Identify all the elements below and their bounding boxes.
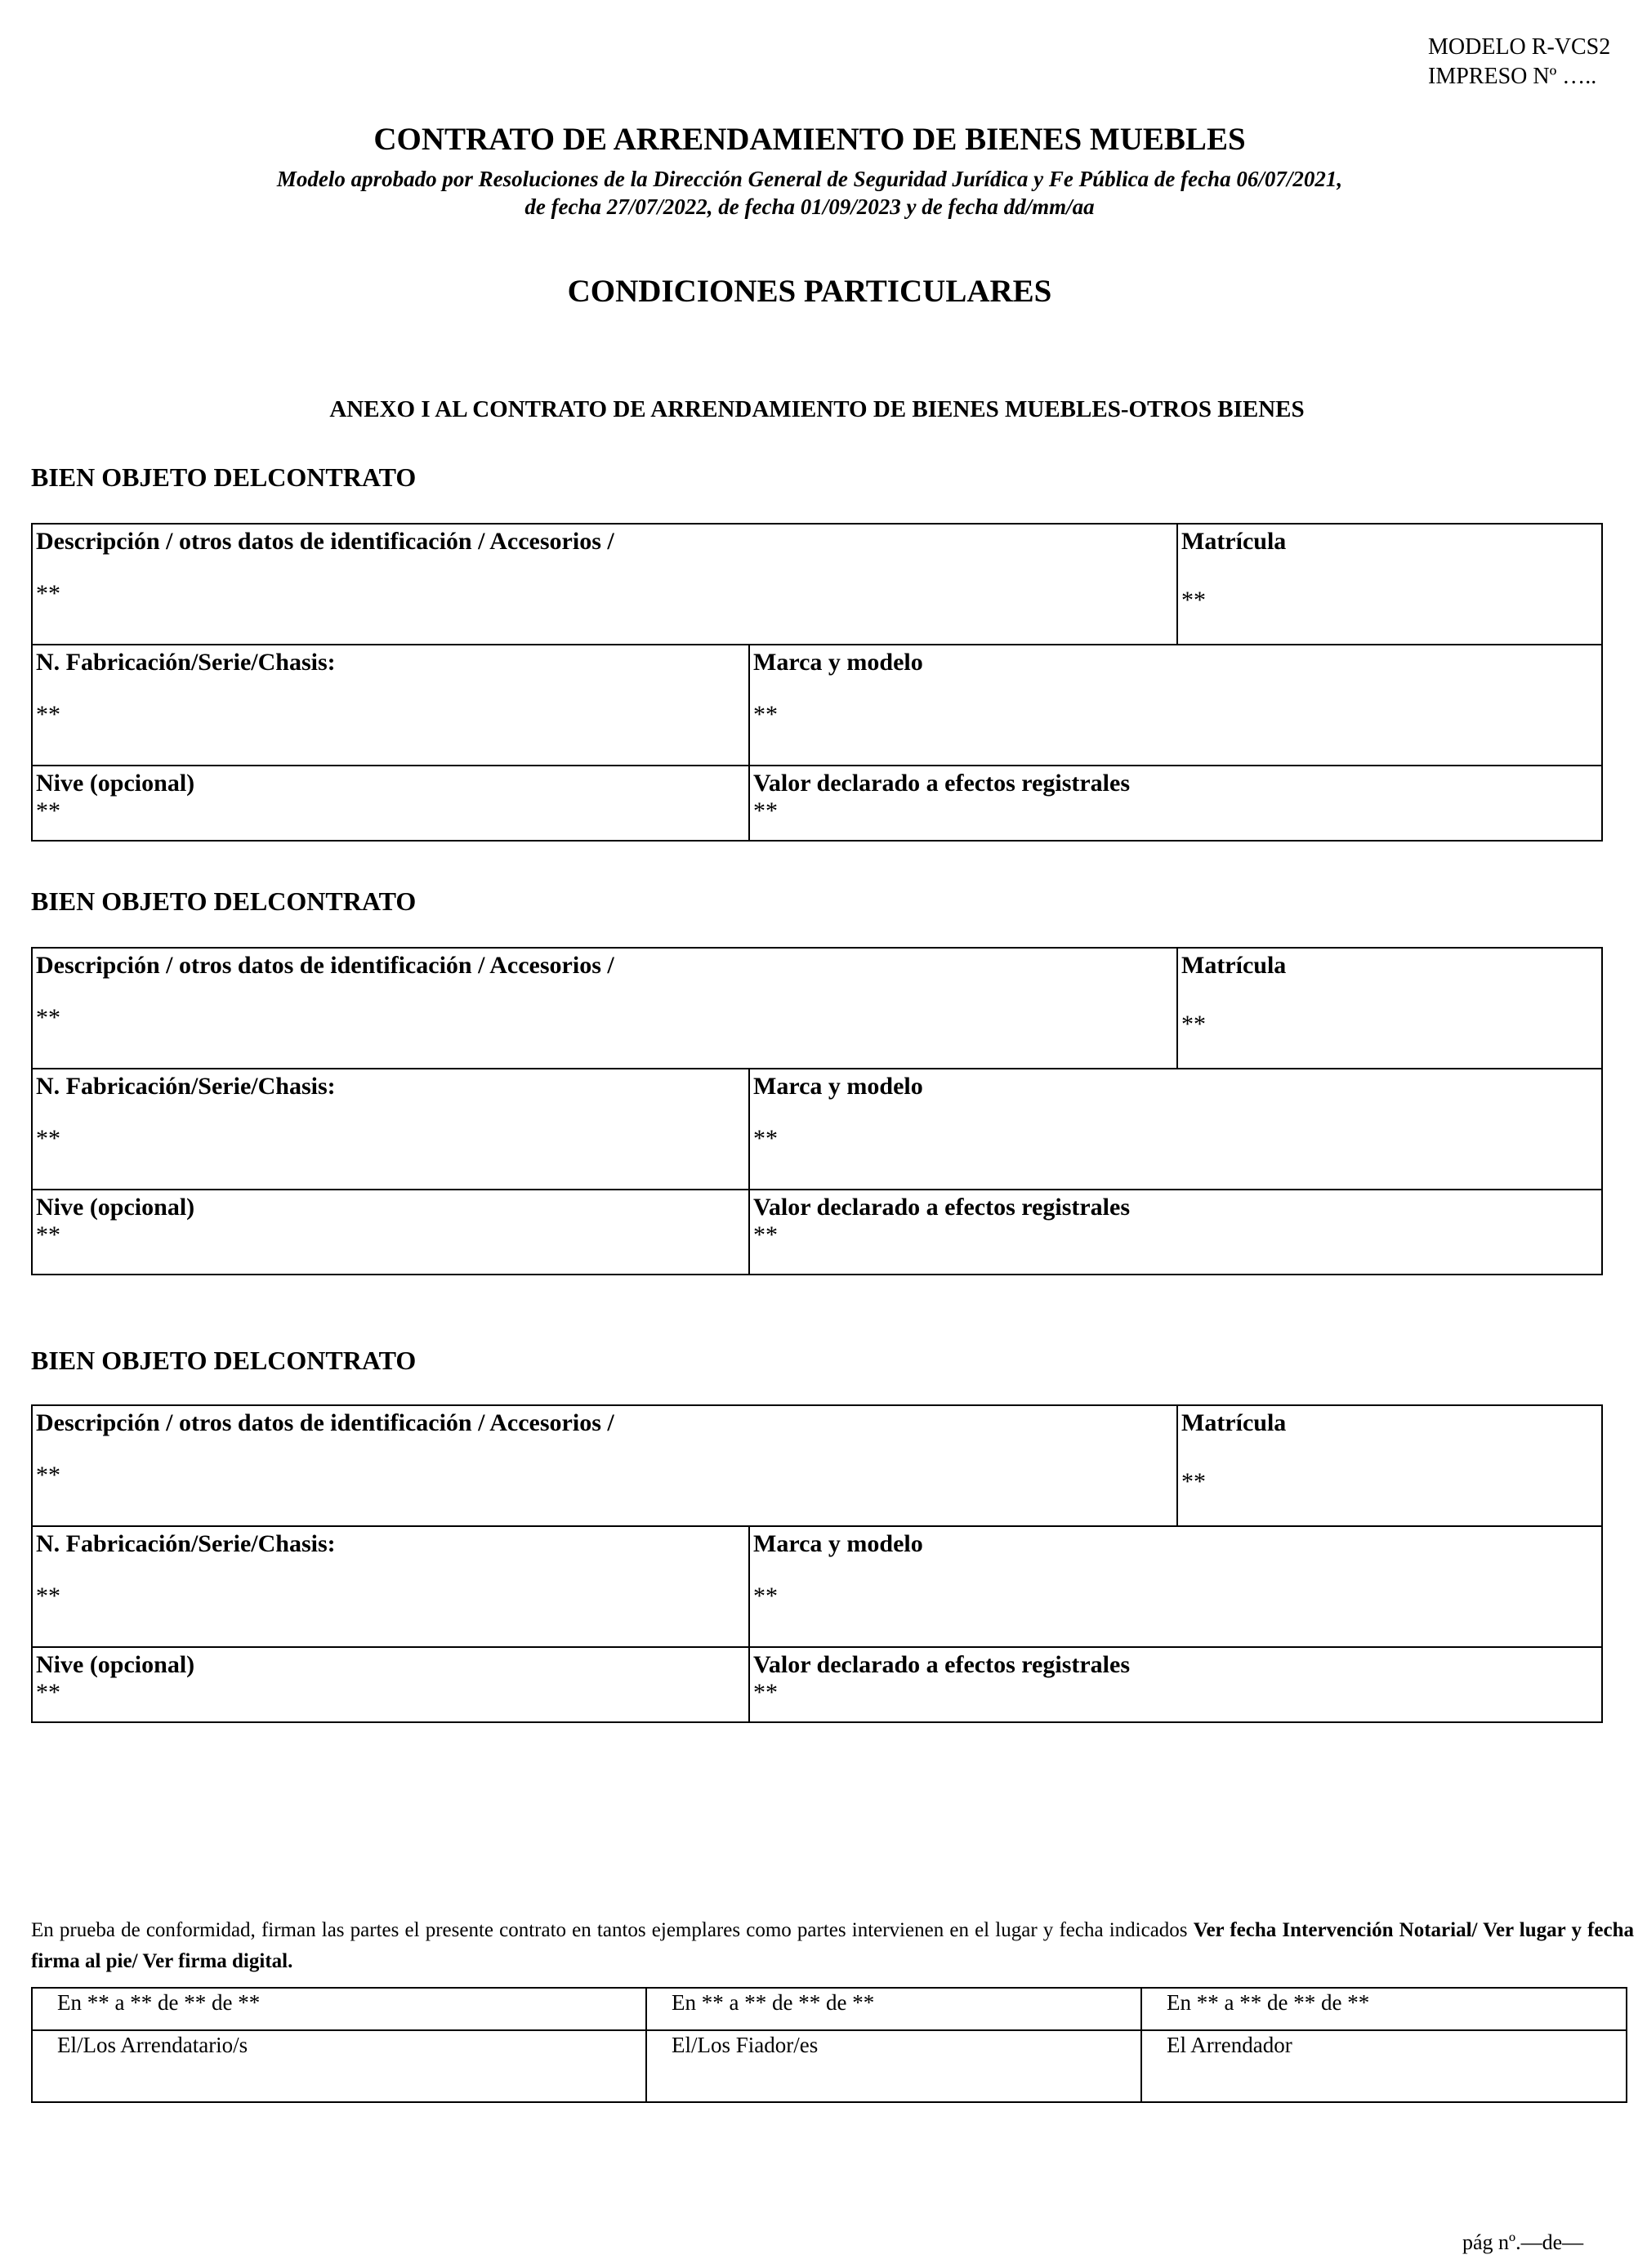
closing-text: En prueba de conformidad, firman las partes el presente contrato en tantos ejemplares como partes intervienen en el lugar y fecha indicados	[31, 1919, 1188, 1941]
description-label: Descripción / otros datos de identificación / Accesorios /	[36, 1409, 614, 1436]
model-header	[1428, 33, 1610, 92]
signature-place-date-guarantor[interactable]: En ** a ** de ** de **	[646, 1988, 1141, 2030]
subtitle-line-1: Modelo aprobado por Resoluciones de la Dirección General de Seguridad Jurídica y Fe Pública de fecha 06/07/2021,	[276, 167, 1343, 191]
declared-value: **	[753, 1221, 778, 1248]
plate-value: **	[1181, 1011, 1206, 1038]
signature-place-date-lessor[interactable]: En ** a ** de ** de **	[1141, 1988, 1627, 2030]
brand-cell[interactable]	[749, 645, 1602, 766]
declared-label: Valor declarado a efectos registrales	[753, 770, 1131, 797]
nive-value: **	[36, 1221, 60, 1248]
serial-cell[interactable]	[32, 1069, 749, 1190]
nive-cell[interactable]	[32, 766, 749, 841]
closing-bold-text: Ver fecha Intervención Notarial/ Ver lugar y fecha firma al pie/ Ver firma digital.	[31, 1919, 1635, 1972]
document-title: CONTRATO DE ARRENDAMIENTO DE BIENES MUEBLES	[373, 122, 1246, 157]
brand-value: **	[753, 701, 778, 728]
annex-title: ANEXO I AL CONTRATO DE ARRENDAMIENTO DE BIENES MUEBLES-OTROS BIENES	[329, 396, 1305, 422]
declared-value-cell[interactable]	[749, 1190, 1602, 1275]
plate-cell[interactable]	[1177, 948, 1602, 1069]
description-cell[interactable]	[32, 524, 1177, 645]
brand-value: **	[753, 1583, 778, 1609]
asset-heading-2: BIEN OBJETO DELCONTRATO	[31, 886, 417, 916]
brand-label: Marca y modelo	[753, 649, 923, 676]
brand-label: Marca y modelo	[753, 1073, 923, 1100]
declared-value-cell[interactable]	[749, 1647, 1602, 1722]
signature-table	[31, 1987, 1627, 2103]
plate-label: Matrícula	[1181, 952, 1287, 979]
subtitle-line-2: de fecha 27/07/2022, de fecha 01/09/2023 y de fecha dd/mm/aa	[524, 194, 1095, 219]
serial-label: N. Fabricación/Serie/Chasis:	[36, 1073, 336, 1100]
brand-label: Marca y modelo	[753, 1530, 923, 1557]
plate-value: **	[1181, 587, 1206, 614]
signature-guarantor[interactable]: El/Los Fiador/es	[646, 2030, 1141, 2102]
serial-value: **	[36, 1125, 60, 1152]
brand-cell[interactable]	[749, 1526, 1602, 1647]
description-value: **	[36, 580, 60, 607]
model-code: MODELO R-VCS2	[1428, 34, 1611, 60]
description-value: **	[36, 1004, 60, 1031]
signature-lessor[interactable]: El Arrendador	[1141, 2030, 1627, 2102]
description-cell[interactable]	[32, 1405, 1177, 1526]
description-label: Descripción / otros datos de identificación / Accesorios /	[36, 952, 614, 979]
serial-label: N. Fabricación/Serie/Chasis:	[36, 1530, 336, 1557]
serial-label: N. Fabricación/Serie/Chasis:	[36, 649, 336, 676]
nive-label: Nive (opcional)	[36, 770, 195, 797]
nive-label: Nive (opcional)	[36, 1651, 195, 1678]
description-value: **	[36, 1462, 60, 1489]
nive-value: **	[36, 797, 60, 824]
nive-value: **	[36, 1679, 60, 1706]
declared-value: **	[753, 1679, 778, 1706]
serial-value: **	[36, 701, 60, 728]
page-number: pág nº.—de—	[1462, 2230, 1584, 2254]
asset-table-3	[31, 1404, 1603, 1723]
asset-heading-3: BIEN OBJETO DELCONTRATO	[31, 1346, 417, 1375]
plate-cell[interactable]	[1177, 1405, 1602, 1526]
plate-label: Matrícula	[1181, 528, 1287, 555]
declared-value: **	[753, 797, 778, 824]
declared-label: Valor declarado a efectos registrales	[753, 1194, 1131, 1221]
section-title: CONDICIONES PARTICULARES	[567, 274, 1052, 309]
printed-number: IMPRESO Nº …..	[1428, 64, 1597, 89]
signature-place-date-lessee[interactable]: En ** a ** de ** de **	[32, 1988, 646, 2030]
serial-cell[interactable]	[32, 645, 749, 766]
brand-cell[interactable]	[749, 1069, 1602, 1190]
description-cell[interactable]	[32, 948, 1177, 1069]
plate-label: Matrícula	[1181, 1409, 1287, 1436]
declared-value-cell[interactable]	[749, 766, 1602, 841]
asset-table-2	[31, 947, 1603, 1275]
brand-value: **	[753, 1125, 778, 1152]
signature-lessee[interactable]: El/Los Arrendatario/s	[32, 2030, 646, 2102]
serial-value: **	[36, 1583, 60, 1609]
asset-table-1	[31, 523, 1603, 842]
nive-cell[interactable]	[32, 1647, 749, 1722]
closing-statement	[31, 1915, 1634, 1977]
plate-cell[interactable]	[1177, 524, 1602, 645]
plate-value: **	[1181, 1468, 1206, 1495]
serial-cell[interactable]	[32, 1526, 749, 1647]
asset-heading-1: BIEN OBJETO DELCONTRATO	[31, 462, 417, 492]
description-label: Descripción / otros datos de identificación / Accesorios /	[36, 528, 614, 555]
nive-cell[interactable]	[32, 1190, 749, 1275]
declared-label: Valor declarado a efectos registrales	[753, 1651, 1131, 1678]
document-subtitle	[0, 165, 1619, 221]
nive-label: Nive (opcional)	[36, 1194, 195, 1221]
